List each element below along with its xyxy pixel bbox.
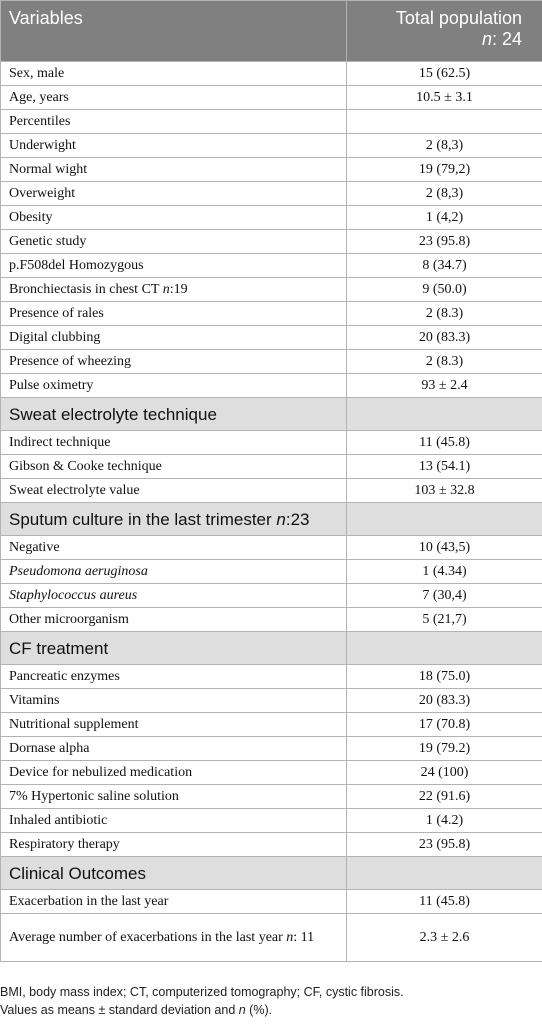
table-row xyxy=(1,560,542,584)
row-label xyxy=(1,536,347,560)
row-value: 2 (8.3) xyxy=(347,350,542,374)
label-n: n xyxy=(286,930,294,945)
table-row xyxy=(1,536,542,560)
row-value: 23 (95.8) xyxy=(347,230,542,254)
footnote-n: n xyxy=(238,1003,246,1017)
table-body xyxy=(1,1,542,962)
row-label xyxy=(1,134,347,158)
row-label xyxy=(1,182,347,206)
row-value: 18 (75.0) xyxy=(347,665,542,689)
row-label xyxy=(1,665,347,689)
row-value: 2 (8.3) xyxy=(347,302,542,326)
row-label xyxy=(1,914,347,962)
section-value xyxy=(347,503,542,536)
label-text: Bronchiectasis in chest CT xyxy=(9,282,163,297)
table-row xyxy=(1,737,542,761)
section-header-row xyxy=(1,632,542,665)
label-n: n xyxy=(162,282,170,297)
table-row xyxy=(1,374,542,398)
table-row xyxy=(1,479,542,503)
table-row xyxy=(1,230,542,254)
label-text: Respiratory therapy xyxy=(9,837,120,852)
section-label xyxy=(1,857,347,890)
row-value: 15 (62.5) xyxy=(347,62,542,86)
table-row xyxy=(1,914,542,962)
section-header-row xyxy=(1,503,542,536)
footnote-values xyxy=(0,1001,542,1019)
row-label xyxy=(1,230,347,254)
row-value: 5 (21,7) xyxy=(347,608,542,632)
label-text: Presence of wheezing xyxy=(9,354,132,369)
row-value: 24 (100) xyxy=(347,761,542,785)
row-value: 2 (8,3) xyxy=(347,182,542,206)
label-text: Dornase alpha xyxy=(9,741,90,756)
row-label xyxy=(1,206,347,230)
table-row xyxy=(1,665,542,689)
row-value: 20 (83.3) xyxy=(347,326,542,350)
row-label xyxy=(1,833,347,857)
label-n-value: : 11 xyxy=(293,930,315,945)
row-value: 11 (45.8) xyxy=(347,890,542,914)
row-label xyxy=(1,86,347,110)
row-value: 2 (8,3) xyxy=(347,134,542,158)
label-text: Underwight xyxy=(9,138,76,153)
table-row xyxy=(1,584,542,608)
label-text: Overweight xyxy=(9,186,76,201)
label-text: Pseudomona aeruginosa xyxy=(9,564,148,579)
row-label xyxy=(1,809,347,833)
header-n-value: : 24 xyxy=(491,29,522,49)
header-total-line1: Total population xyxy=(395,8,522,28)
section-value xyxy=(347,632,542,665)
row-label xyxy=(1,278,347,302)
table-row xyxy=(1,809,542,833)
label-text: Digital clubbing xyxy=(9,330,101,345)
label-text: Sputum culture in the last trimester xyxy=(9,509,277,529)
label-text: Negative xyxy=(9,540,60,555)
section-value xyxy=(347,398,542,431)
row-label xyxy=(1,158,347,182)
row-label xyxy=(1,560,347,584)
row-label xyxy=(1,737,347,761)
header-n-label: n xyxy=(481,29,492,49)
label-text: Percentiles xyxy=(9,114,71,129)
section-header-row xyxy=(1,398,542,431)
table-row xyxy=(1,254,542,278)
label-text: Nutritional supplement xyxy=(9,717,139,732)
row-value: 10 (43,5) xyxy=(347,536,542,560)
table-row xyxy=(1,761,542,785)
table-row xyxy=(1,62,542,86)
row-value: 1 (4.34) xyxy=(347,560,542,584)
row-label xyxy=(1,785,347,809)
footnote-values-c: (%). xyxy=(245,1003,273,1017)
row-label xyxy=(1,761,347,785)
table-row xyxy=(1,206,542,230)
header-variables: Variables xyxy=(1,1,347,62)
table-row xyxy=(1,713,542,737)
row-value: 23 (95.8) xyxy=(347,833,542,857)
label-text: Sweat electrolyte value xyxy=(9,483,140,498)
row-value: 1 (4,2) xyxy=(347,206,542,230)
row-label xyxy=(1,350,347,374)
table-row xyxy=(1,689,542,713)
table-row xyxy=(1,326,542,350)
label-text: Other microorganism xyxy=(9,612,129,627)
section-label xyxy=(1,632,347,665)
table-row xyxy=(1,302,542,326)
table-row xyxy=(1,350,542,374)
row-label xyxy=(1,254,347,278)
label-text: Obesity xyxy=(9,210,53,225)
row-value: 13 (54.1) xyxy=(347,455,542,479)
table-row xyxy=(1,278,542,302)
row-label xyxy=(1,326,347,350)
table-row xyxy=(1,431,542,455)
footnote-values-b: standard deviation and xyxy=(105,1003,239,1017)
row-value: 2.3 ± 2.6 xyxy=(347,914,542,962)
row-label xyxy=(1,890,347,914)
row-value: 1 (4.2) xyxy=(347,809,542,833)
footnote-values-a: Values as means xyxy=(0,1003,99,1017)
section-value xyxy=(347,857,542,890)
label-text: 7% Hypertonic saline solution xyxy=(9,789,179,804)
row-value: 9 (50.0) xyxy=(347,278,542,302)
label-text: Gibson & Cooke technique xyxy=(9,459,162,474)
footnote-abbreviations: BMI, body mass index; CT, computerized tomography; CF, cystic fibrosis. xyxy=(0,985,404,999)
label-text: Clinical Outcomes xyxy=(9,863,146,883)
label-text: CF treatment xyxy=(9,638,109,658)
section-label xyxy=(1,503,347,536)
label-text: Indirect technique xyxy=(9,435,111,450)
label-text: Presence of rales xyxy=(9,306,104,321)
table-row xyxy=(1,608,542,632)
row-value: 17 (70.8) xyxy=(347,713,542,737)
table-row xyxy=(1,134,542,158)
label-text: Normal wight xyxy=(9,162,88,177)
row-value: 10.5 ± 3.1 xyxy=(347,86,542,110)
row-value xyxy=(347,110,542,134)
table-row xyxy=(1,785,542,809)
table-row xyxy=(1,110,542,134)
row-label xyxy=(1,455,347,479)
row-label xyxy=(1,608,347,632)
table-footnotes xyxy=(0,983,542,1019)
row-label xyxy=(1,110,347,134)
label-text: p.F508del Homozygous xyxy=(9,258,144,273)
row-value: 20 (83.3) xyxy=(347,689,542,713)
label-n-value: :23 xyxy=(285,509,310,529)
table-row xyxy=(1,833,542,857)
label-text: Device for nebulized medication xyxy=(9,765,193,780)
row-label xyxy=(1,302,347,326)
row-value: 8 (34.7) xyxy=(347,254,542,278)
row-label xyxy=(1,374,347,398)
label-text: Pulse oximetry xyxy=(9,378,94,393)
label-text: Vitamins xyxy=(9,693,60,708)
row-value: 11 (45.8) xyxy=(347,431,542,455)
row-label xyxy=(1,431,347,455)
header-total-population xyxy=(347,1,542,62)
section-label xyxy=(1,398,347,431)
table-row xyxy=(1,158,542,182)
table-row xyxy=(1,455,542,479)
label-n-value: :19 xyxy=(169,282,188,297)
table-header-row xyxy=(1,1,542,62)
table-row xyxy=(1,86,542,110)
label-text: Average number of exacerbations in the last year xyxy=(9,930,287,945)
label-text: Inhaled antibiotic xyxy=(9,813,108,828)
row-label xyxy=(1,713,347,737)
table-row xyxy=(1,182,542,206)
table-row xyxy=(1,890,542,914)
row-value: 7 (30,4) xyxy=(347,584,542,608)
label-n: n xyxy=(276,509,286,529)
row-label xyxy=(1,689,347,713)
label-text: Genetic study xyxy=(9,234,87,249)
label-text: Sex, male xyxy=(9,66,65,81)
row-label xyxy=(1,62,347,86)
row-label xyxy=(1,584,347,608)
label-text: Staphylococcus aureus xyxy=(9,588,138,603)
label-text: Age, years xyxy=(9,90,69,105)
row-value: 103 ± 32.8 xyxy=(347,479,542,503)
row-value: 19 (79,2) xyxy=(347,158,542,182)
label-text: Pancreatic enzymes xyxy=(9,669,120,684)
footnote-plusminus: ± xyxy=(98,1003,106,1017)
row-value: 93 ± 2.4 xyxy=(347,374,542,398)
row-value: 22 (91.6) xyxy=(347,785,542,809)
label-text: Sweat electrolyte technique xyxy=(9,404,217,424)
row-label xyxy=(1,479,347,503)
label-text: Exacerbation in the last year xyxy=(9,894,169,909)
section-header-row xyxy=(1,857,542,890)
row-value: 19 (79.2) xyxy=(347,737,542,761)
